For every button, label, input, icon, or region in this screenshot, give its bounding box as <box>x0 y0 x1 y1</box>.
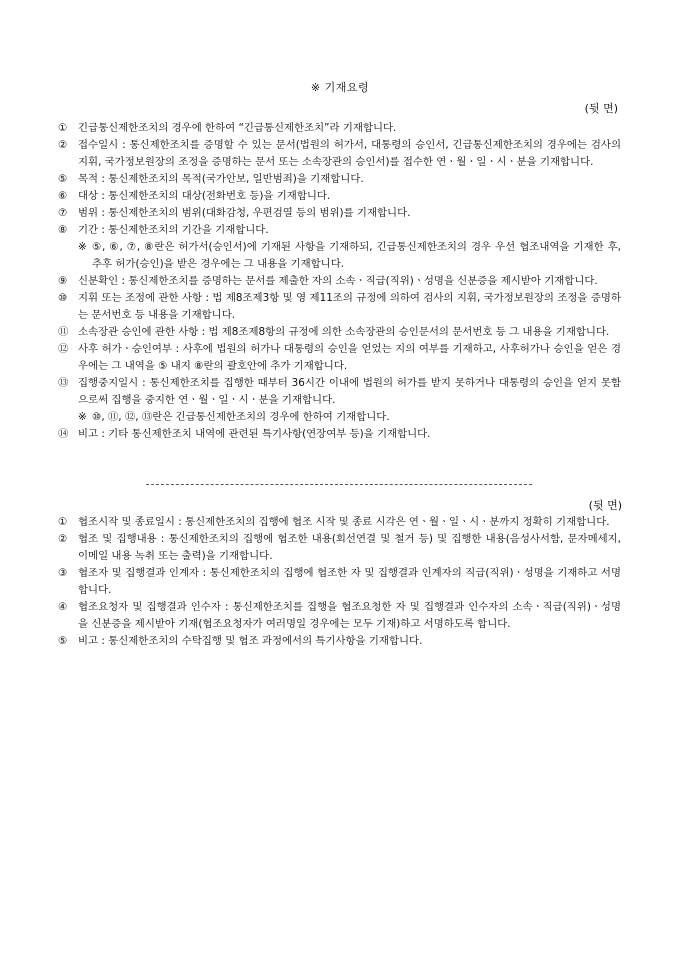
item-marker: ⑦ <box>58 207 68 219</box>
item-text: 신분확인 : 통신제한조치를 증명하는 문서를 제출한 자의 소속ㆍ직급(직위)ㆍ성명을 신분증을 제시받아 기재합니다. <box>78 275 598 287</box>
item-text: ⑤, ⑥, ⑦, ⑧란은 허가서(승인서)에 기재된 사항을 기재하되, 긴급통신제한조치의 경우 우선 협조내역을 기재한 후, 추후 허가(승인)을 받은 경우에는 그 내용을 기재합니다. <box>92 241 621 270</box>
item-marker: ② <box>58 533 68 545</box>
item-text: 집행중지일시 : 통신제한조치를 집행한 때부터 36시간 이내에 법원의 허가를 받지 못하거나 대통령의 승인을 얻지 못함으로써 집행을 중지한 연ㆍ월ㆍ일ㆍ시ㆍ분을 기재합니다. <box>78 377 621 406</box>
list-item <box>58 324 621 341</box>
list-item <box>58 188 621 205</box>
section-divider <box>146 484 532 485</box>
list-item <box>58 205 621 222</box>
item-marker: ⑧ <box>58 224 68 236</box>
item-text: 협조요청자 및 집행결과 인수자 : 통신제한조치를 집행을 협조요청한 자 및 집행결과 인수자의 소속ㆍ직급(직위)ㆍ성명을 신분증을 제시받아 기재(협조요청자가 여러명일 경우에는 모두 기재)하고 서명하도록 합니다. <box>78 601 621 630</box>
item-marker: ① <box>58 516 68 528</box>
item-text: 대상 : 통신제한조치의 대상(전화번호 등)을 기재합니다. <box>78 190 331 202</box>
item-text: 사후 허가ㆍ승인여부 : 사후에 법원의 허가나 대통령의 승인을 얻었는 지의 여부를 기재하고, 사후허가나 승인을 얻은 경우에는 그 내역을 ⑤ 내지 ⑧란의 괄호안에 추가 기재합니다. <box>78 343 621 372</box>
item-text: 범위 : 통신제한조치의 범위(대화감청, 우편검열 등의 범위)를 기재합니다. <box>78 207 411 219</box>
item-text: 긴급통신제한조치의 경우에 한하여 “긴급통신제한조치”라 기재합니다. <box>78 122 397 134</box>
item-text: 지휘 또는 조정에 관한 사항 : 법 제8조제3항 및 영 제11조의 규정에 의하여 검사의 지휘, 국가정보원장의 조정을 증명하는 문서번호 등 내용을 기재합니다. <box>78 292 621 321</box>
list-item <box>58 273 621 290</box>
instructions-list-2 <box>58 514 621 650</box>
list-item <box>58 531 621 565</box>
item-marker: ⑬ <box>58 377 69 389</box>
list-item <box>58 375 621 409</box>
item-marker: ④ <box>58 601 68 613</box>
item-text: 비고 : 통신제한조치의 수탁집행 및 협조 과정에서의 특기사항을 기재합니다. <box>78 635 423 647</box>
list-item <box>58 290 621 324</box>
item-marker: ⑪ <box>58 326 69 338</box>
item-marker: ⑨ <box>58 275 68 287</box>
item-marker: ⑤ <box>58 173 68 185</box>
list-item <box>58 514 621 531</box>
note-item <box>58 409 621 426</box>
back-side-label: (뒷 면) <box>584 102 618 115</box>
note-item <box>58 239 621 273</box>
back-side-label-2: (뒷 면) <box>588 499 622 512</box>
item-marker: ⑭ <box>58 428 69 440</box>
item-marker: ※ <box>78 411 87 423</box>
list-item <box>58 565 621 599</box>
item-text: 소속장관 승인에 관한 사항 : 법 제8조제8항의 규정에 의한 소속장관의 승인문서의 문서번호 등 그 내용을 기재합니다. <box>78 326 610 338</box>
item-marker: ⑥ <box>58 190 68 202</box>
item-text: 협조자 및 집행결과 인계자 : 통신제한조치의 집행에 협조한 자 및 집행결과 인계자의 직급(직위)ㆍ성명을 기재하고 서명합니다. <box>78 567 621 596</box>
list-item <box>58 120 621 137</box>
instructions-list-1 <box>58 120 621 443</box>
item-marker: ⑫ <box>58 343 69 355</box>
item-marker: ※ <box>78 241 87 253</box>
item-marker: ⑤ <box>58 635 68 647</box>
list-item <box>58 171 621 188</box>
item-marker: ⑩ <box>58 292 68 304</box>
list-item <box>58 599 621 633</box>
item-text: 협조시작 및 종료일시 : 통신제한조치의 집행에 협조 시작 및 종료 시각은 연ㆍ월ㆍ일ㆍ시ㆍ분까지 정확히 기재합니다. <box>78 516 610 528</box>
page-title: ※ 기재요령 <box>310 81 370 94</box>
list-item <box>58 633 621 650</box>
list-item <box>58 426 621 443</box>
item-text: 비고 : 기타 통신제한조치 내역에 관련된 특기사항(연장여부 등)을 기재합니다. <box>78 428 431 440</box>
item-text: 협조 및 집행내용 : 통신제한조치의 집행에 협조한 내용(회선연결 및 철거 등) 및 집행한 내용(음성사서함, 문자메세지, 이메일 내용 녹취 또는 출력)을 기재합니다. <box>78 533 621 562</box>
item-text: 목적 : 통신제한조치의 목적(국가안보, 일반범죄)을 기재합니다. <box>78 173 364 185</box>
item-text: 기간 : 통신제한조치의 기간을 기재합니다. <box>78 224 269 236</box>
list-item <box>58 222 621 239</box>
list-item <box>58 341 621 375</box>
item-marker: ① <box>58 122 68 134</box>
item-text: 접수일시 : 통신제한조치를 증명할 수 있는 문서(법원의 허가서, 대통령의 승인서, 긴급통신제한조치의 경우에는 검사의 지휘, 국가정보원장의 조정을 증명하는 문서 또는 소속장관의 승인서)를 접수한 연ㆍ월ㆍ일ㆍ시ㆍ분을 기재합니다. <box>78 139 621 168</box>
item-marker: ③ <box>58 567 68 579</box>
list-item <box>58 137 621 171</box>
item-marker: ② <box>58 139 68 151</box>
item-text: ⑩, ⑪, ⑫, ⑬란은 긴급통신제한조치의 경우에 한하여 기재합니다. <box>92 411 390 423</box>
